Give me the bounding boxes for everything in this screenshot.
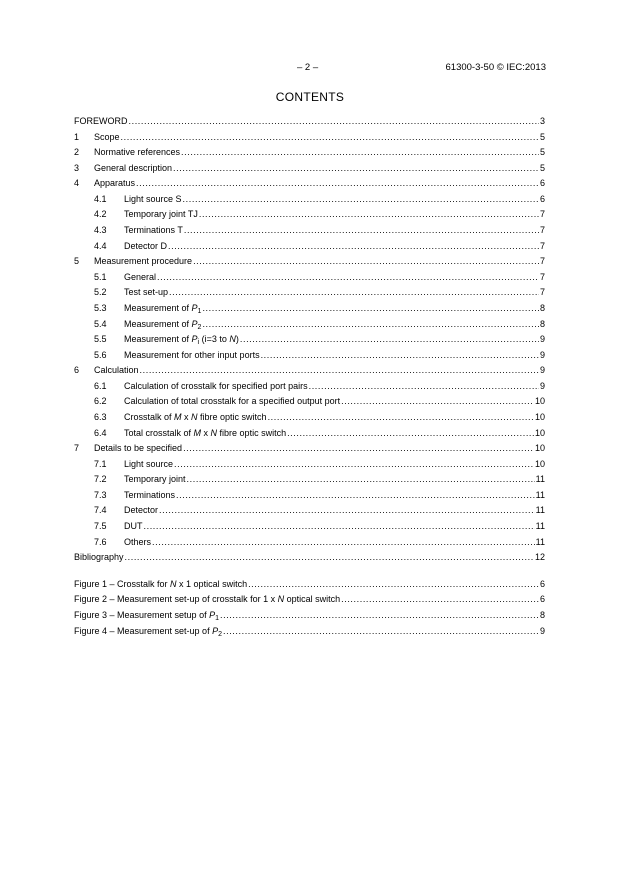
toc-entry-title: Figure 1 – Crosstalk for N x 1 optical switch: [74, 578, 248, 589]
toc-entry-page: 8: [539, 302, 545, 313]
toc-entry[interactable]: [74, 503, 545, 519]
toc-entry-number: 6.3: [94, 411, 107, 422]
toc-entry-number: 3: [74, 162, 80, 173]
toc-entry-page: 10: [534, 458, 545, 469]
toc-entry[interactable]: [74, 488, 545, 504]
toc-entry[interactable]: [74, 301, 545, 317]
toc-entry-title: Measurement of $P_i$ (i=3 to N): [124, 334, 239, 347]
toc-entry-title: FOREWORD: [74, 116, 128, 126]
toc-entry-page: 10: [534, 443, 545, 454]
list-separator: [74, 566, 545, 577]
toc-entry-page: 9: [539, 365, 545, 376]
toc-entry-number: 7.6: [94, 536, 107, 547]
toc-entry-title: Details to be specified: [94, 443, 183, 454]
dot-leader: [240, 332, 539, 348]
toc-entry-page: 9: [539, 380, 545, 391]
dot-leader: [140, 363, 539, 379]
toc-entry-page: 11: [535, 489, 545, 500]
toc-entry-title: Detector: [124, 505, 159, 516]
toc-entry-page: 7: [539, 240, 545, 251]
toc-entry-number: 7.2: [94, 474, 107, 485]
page-number: – 2 –: [297, 62, 319, 73]
toc-entry-number: 7.1: [94, 458, 107, 469]
toc-entry-page: 6: [539, 578, 545, 589]
toc-entry[interactable]: [74, 426, 545, 442]
toc-entry-page: 9: [539, 625, 545, 636]
toc-entry-title: Scope: [94, 131, 120, 142]
toc-entry-page: 12: [534, 552, 545, 563]
toc-entry[interactable]: [74, 223, 545, 239]
toc-entry-number: 5.2: [94, 287, 107, 298]
toc-entry[interactable]: [74, 130, 545, 146]
document-reference: 61300-3-50 © IEC:2013: [445, 62, 546, 73]
toc-entry[interactable]: [74, 348, 545, 364]
toc-entry[interactable]: [74, 472, 545, 488]
toc-entry-number: 5.3: [94, 302, 107, 313]
toc-entry-title: Light source S: [124, 193, 182, 204]
toc-entry-title: Terminations: [124, 489, 176, 500]
toc-entry-number: 7: [74, 443, 80, 454]
toc-entry-page: 7: [539, 271, 545, 282]
dot-leader: [287, 426, 534, 442]
toc-entry-page: 7: [539, 287, 545, 298]
toc-entry-page: 7: [539, 225, 545, 236]
toc-entry-page: 6: [539, 193, 545, 204]
toc-entry-title: Crosstalk of M x N fibre optic switch: [124, 411, 267, 422]
dot-leader: [187, 472, 535, 488]
toc-entry-title: Figure 2 – Measurement set-up of crosstalk for 1 x N optical switch: [74, 594, 341, 605]
dot-leader: [261, 348, 539, 364]
toc-entry[interactable]: [74, 317, 545, 333]
toc-entry-page: 5: [539, 147, 545, 158]
toc-entry-number: 5.4: [94, 318, 107, 329]
dot-leader: [159, 503, 535, 519]
figure-entry[interactable]: [74, 592, 545, 608]
toc-entry-page: 3: [539, 116, 545, 126]
toc-entry-title: General description: [94, 162, 173, 173]
dot-leader: [125, 550, 534, 566]
toc-entry-title: Normative references: [94, 147, 181, 158]
toc-entry[interactable]: [74, 550, 545, 566]
dot-leader: [168, 239, 539, 255]
toc-entry[interactable]: [74, 332, 545, 348]
toc-entry[interactable]: [74, 254, 545, 270]
figure-entry[interactable]: [74, 608, 545, 624]
dot-leader: [248, 577, 539, 593]
dot-leader: [174, 457, 534, 473]
toc-entry-title: Calculation of total crosstalk for a specified output port: [124, 396, 341, 407]
toc-entry-title: Total crosstalk of M x N fibre optic switch: [124, 427, 287, 438]
toc-entry-number: 4.3: [94, 225, 107, 236]
toc-entry-number: 5.5: [94, 334, 107, 345]
toc-entry[interactable]: [74, 519, 545, 535]
toc-entry-title: General: [124, 271, 157, 282]
toc-entry-title: Calculation: [94, 365, 139, 376]
toc-entry[interactable]: [74, 270, 545, 286]
toc-entry-title: Test set-up: [124, 287, 169, 298]
toc-entry-title: Temporary joint: [124, 474, 186, 485]
dot-leader: [152, 535, 535, 551]
toc-entry-page: 10: [534, 396, 545, 407]
dot-leader: [169, 285, 539, 301]
toc-entry-title: DUT: [124, 521, 143, 532]
toc-entry-number: 6.4: [94, 427, 107, 438]
toc-entry-title: Measurement for other input ports: [124, 349, 260, 360]
toc-entry[interactable]: [74, 441, 545, 457]
toc-entry-number: 7.5: [94, 521, 107, 532]
toc-entry-title: Light source: [124, 458, 174, 469]
toc-entry[interactable]: [74, 394, 545, 410]
toc-entry-number: 4.4: [94, 240, 107, 251]
dot-leader: [183, 192, 539, 208]
dot-leader: [341, 592, 539, 608]
toc-entry-number: 5.1: [94, 271, 107, 282]
dot-leader: [202, 301, 539, 317]
dot-leader: [129, 114, 539, 130]
dot-leader: [193, 254, 539, 270]
contents-heading: CONTENTS: [275, 90, 345, 104]
toc-entry-number: 4.1: [94, 193, 107, 204]
figure-entry[interactable]: [74, 577, 545, 593]
toc-entry-title: Measurement of $P_1$: [124, 302, 202, 315]
dot-leader: [157, 270, 539, 286]
toc-entry[interactable]: [74, 410, 545, 426]
table-of-contents: [74, 114, 545, 639]
toc-entry-page: 8: [539, 318, 545, 329]
dot-leader: [223, 624, 539, 640]
toc-entry-page: 9: [539, 334, 545, 345]
toc-entry[interactable]: [74, 363, 545, 379]
toc-entry-number: 4: [74, 178, 80, 189]
toc-entry-number: 2: [74, 147, 80, 158]
toc-entry-page: 7: [539, 256, 545, 267]
dot-leader: [309, 379, 539, 395]
toc-entry-page: 8: [539, 609, 545, 620]
toc-entry-page: 5: [539, 162, 545, 173]
dot-leader: [220, 608, 539, 624]
toc-entry-title: Terminations T: [124, 225, 183, 236]
toc-entry[interactable]: [74, 145, 545, 161]
toc-entry-page: 5: [539, 131, 545, 142]
toc-entry-title: Apparatus: [94, 178, 136, 189]
toc-entry-number: 7.3: [94, 489, 107, 500]
toc-entry-number: 7.4: [94, 505, 107, 516]
toc-entry-title: Calculation of crosstalk for specified port pairs: [124, 380, 308, 391]
toc-entry-page: 11: [535, 505, 545, 516]
toc-entry[interactable]: [74, 535, 545, 551]
toc-entry-page: 6: [539, 178, 545, 189]
toc-entry-title: Measurement of $P_2$: [124, 318, 202, 331]
dot-leader: [202, 317, 539, 333]
toc-entry-number: 6.1: [94, 380, 107, 391]
toc-entry-number: 1: [74, 131, 80, 142]
toc-entry-page: 11: [535, 474, 545, 485]
toc-entry-number: 4.2: [94, 209, 107, 220]
toc-entry[interactable]: [74, 176, 545, 192]
toc-entry[interactable]: [74, 379, 545, 395]
toc-entry-page: 11: [535, 521, 545, 532]
toc-entry-page: 11: [535, 536, 545, 547]
dot-leader: [268, 410, 534, 426]
page-header: [0, 62, 620, 76]
dot-leader: [183, 441, 534, 457]
dot-leader: [176, 488, 535, 504]
dot-leader: [184, 223, 539, 239]
toc-entry[interactable]: [74, 285, 545, 301]
toc-entry-page: 10: [534, 427, 545, 438]
dot-leader: [121, 130, 539, 146]
dot-leader: [173, 161, 539, 177]
toc-entry-page: 10: [534, 411, 545, 422]
toc-entry-title: Figure 3 – Measurement setup of $P_1$: [74, 609, 219, 622]
toc-entry-number: 6: [74, 365, 80, 376]
dot-leader: [199, 207, 539, 223]
dot-leader: [181, 145, 539, 161]
toc-entry-title: Detector D: [124, 240, 168, 251]
toc-entry-title: Bibliography: [74, 552, 124, 563]
toc-entry-title: Temporary joint TJ: [124, 209, 198, 220]
toc-entry-title: Measurement procedure: [94, 256, 193, 267]
toc-entry-number: 5.6: [94, 349, 107, 360]
toc-entry-number: 5: [74, 256, 80, 267]
toc-entry[interactable]: [74, 161, 545, 177]
toc-entry-title: Figure 4 – Measurement set-up of $P_2$: [74, 625, 222, 638]
toc-entry[interactable]: [74, 457, 545, 473]
figure-entry[interactable]: [74, 624, 545, 640]
dot-leader: [341, 394, 534, 410]
toc-entry-page: 6: [539, 594, 545, 605]
toc-entry[interactable]: [74, 114, 545, 130]
dot-leader: [136, 176, 539, 192]
toc-entry[interactable]: [74, 207, 545, 223]
dot-leader: [144, 519, 535, 535]
toc-entry-number: 6.2: [94, 396, 107, 407]
toc-entry-page: 7: [539, 209, 545, 220]
toc-entry[interactable]: [74, 192, 545, 208]
toc-entry-title: Others: [124, 536, 152, 547]
toc-entry-page: 9: [539, 349, 545, 360]
toc-entry[interactable]: [74, 239, 545, 255]
